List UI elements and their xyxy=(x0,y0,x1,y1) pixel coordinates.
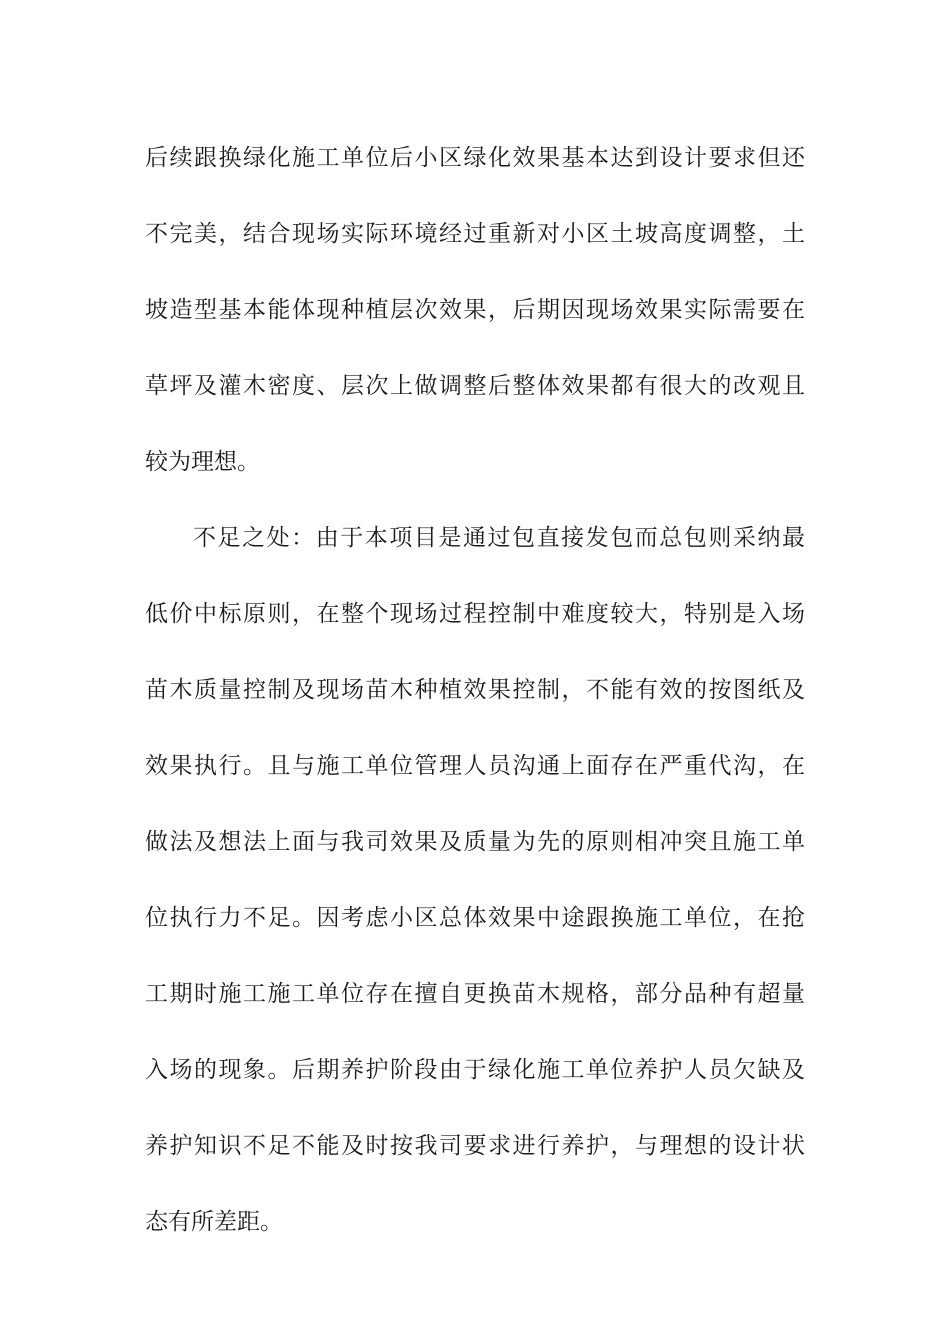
text-line: 不足之处：由于本项目是通过包直接发包而总包则采纳最 xyxy=(193,525,805,551)
text-line: 后续跟换绿化施工单位后小区绿化效果基本达到设计要求但还 xyxy=(145,145,805,171)
text-line: 做法及想法上面与我司效果及质量为先的原则相冲突且施工单 xyxy=(145,829,805,855)
text-line: 效果执行。且与施工单位管理人员沟通上面存在严重代沟，在 xyxy=(145,753,805,779)
paragraph-1 xyxy=(145,120,805,500)
text-line: 低价中标原则，在整个现场过程控制中难度较大，特别是入场 xyxy=(145,601,805,627)
text-line: 苗木质量控制及现场苗木种植效果控制，不能有效的按图纸及 xyxy=(145,677,805,703)
text-line: 草坪及灌木密度、层次上做调整后整体效果都有很大的改观且 xyxy=(145,373,805,399)
text-line: 位执行力不足。因考虑小区总体效果中途跟换施工单位，在抢 xyxy=(145,905,805,931)
text-line: 较为理想。 xyxy=(145,449,260,475)
text-line: 入场的现象。后期养护阶段由于绿化施工单位养护人员欠缺及 xyxy=(145,1057,805,1083)
text-line: 工期时施工施工单位存在擅自更换苗木规格，部分品种有超量 xyxy=(145,981,805,1007)
text-line: 养护知识不足不能及时按我司要求进行养护，与理想的设计状 xyxy=(145,1133,805,1159)
text-line: 不完美，结合现场实际环境经过重新对小区土坡高度调整，土 xyxy=(145,221,805,247)
text-line: 态有所差距。 xyxy=(145,1209,283,1235)
text-line: 坡造型基本能体现种植层次效果，后期因现场效果实际需要在 xyxy=(145,297,805,323)
paragraph-2 xyxy=(145,500,805,1260)
document-body xyxy=(145,120,805,1260)
